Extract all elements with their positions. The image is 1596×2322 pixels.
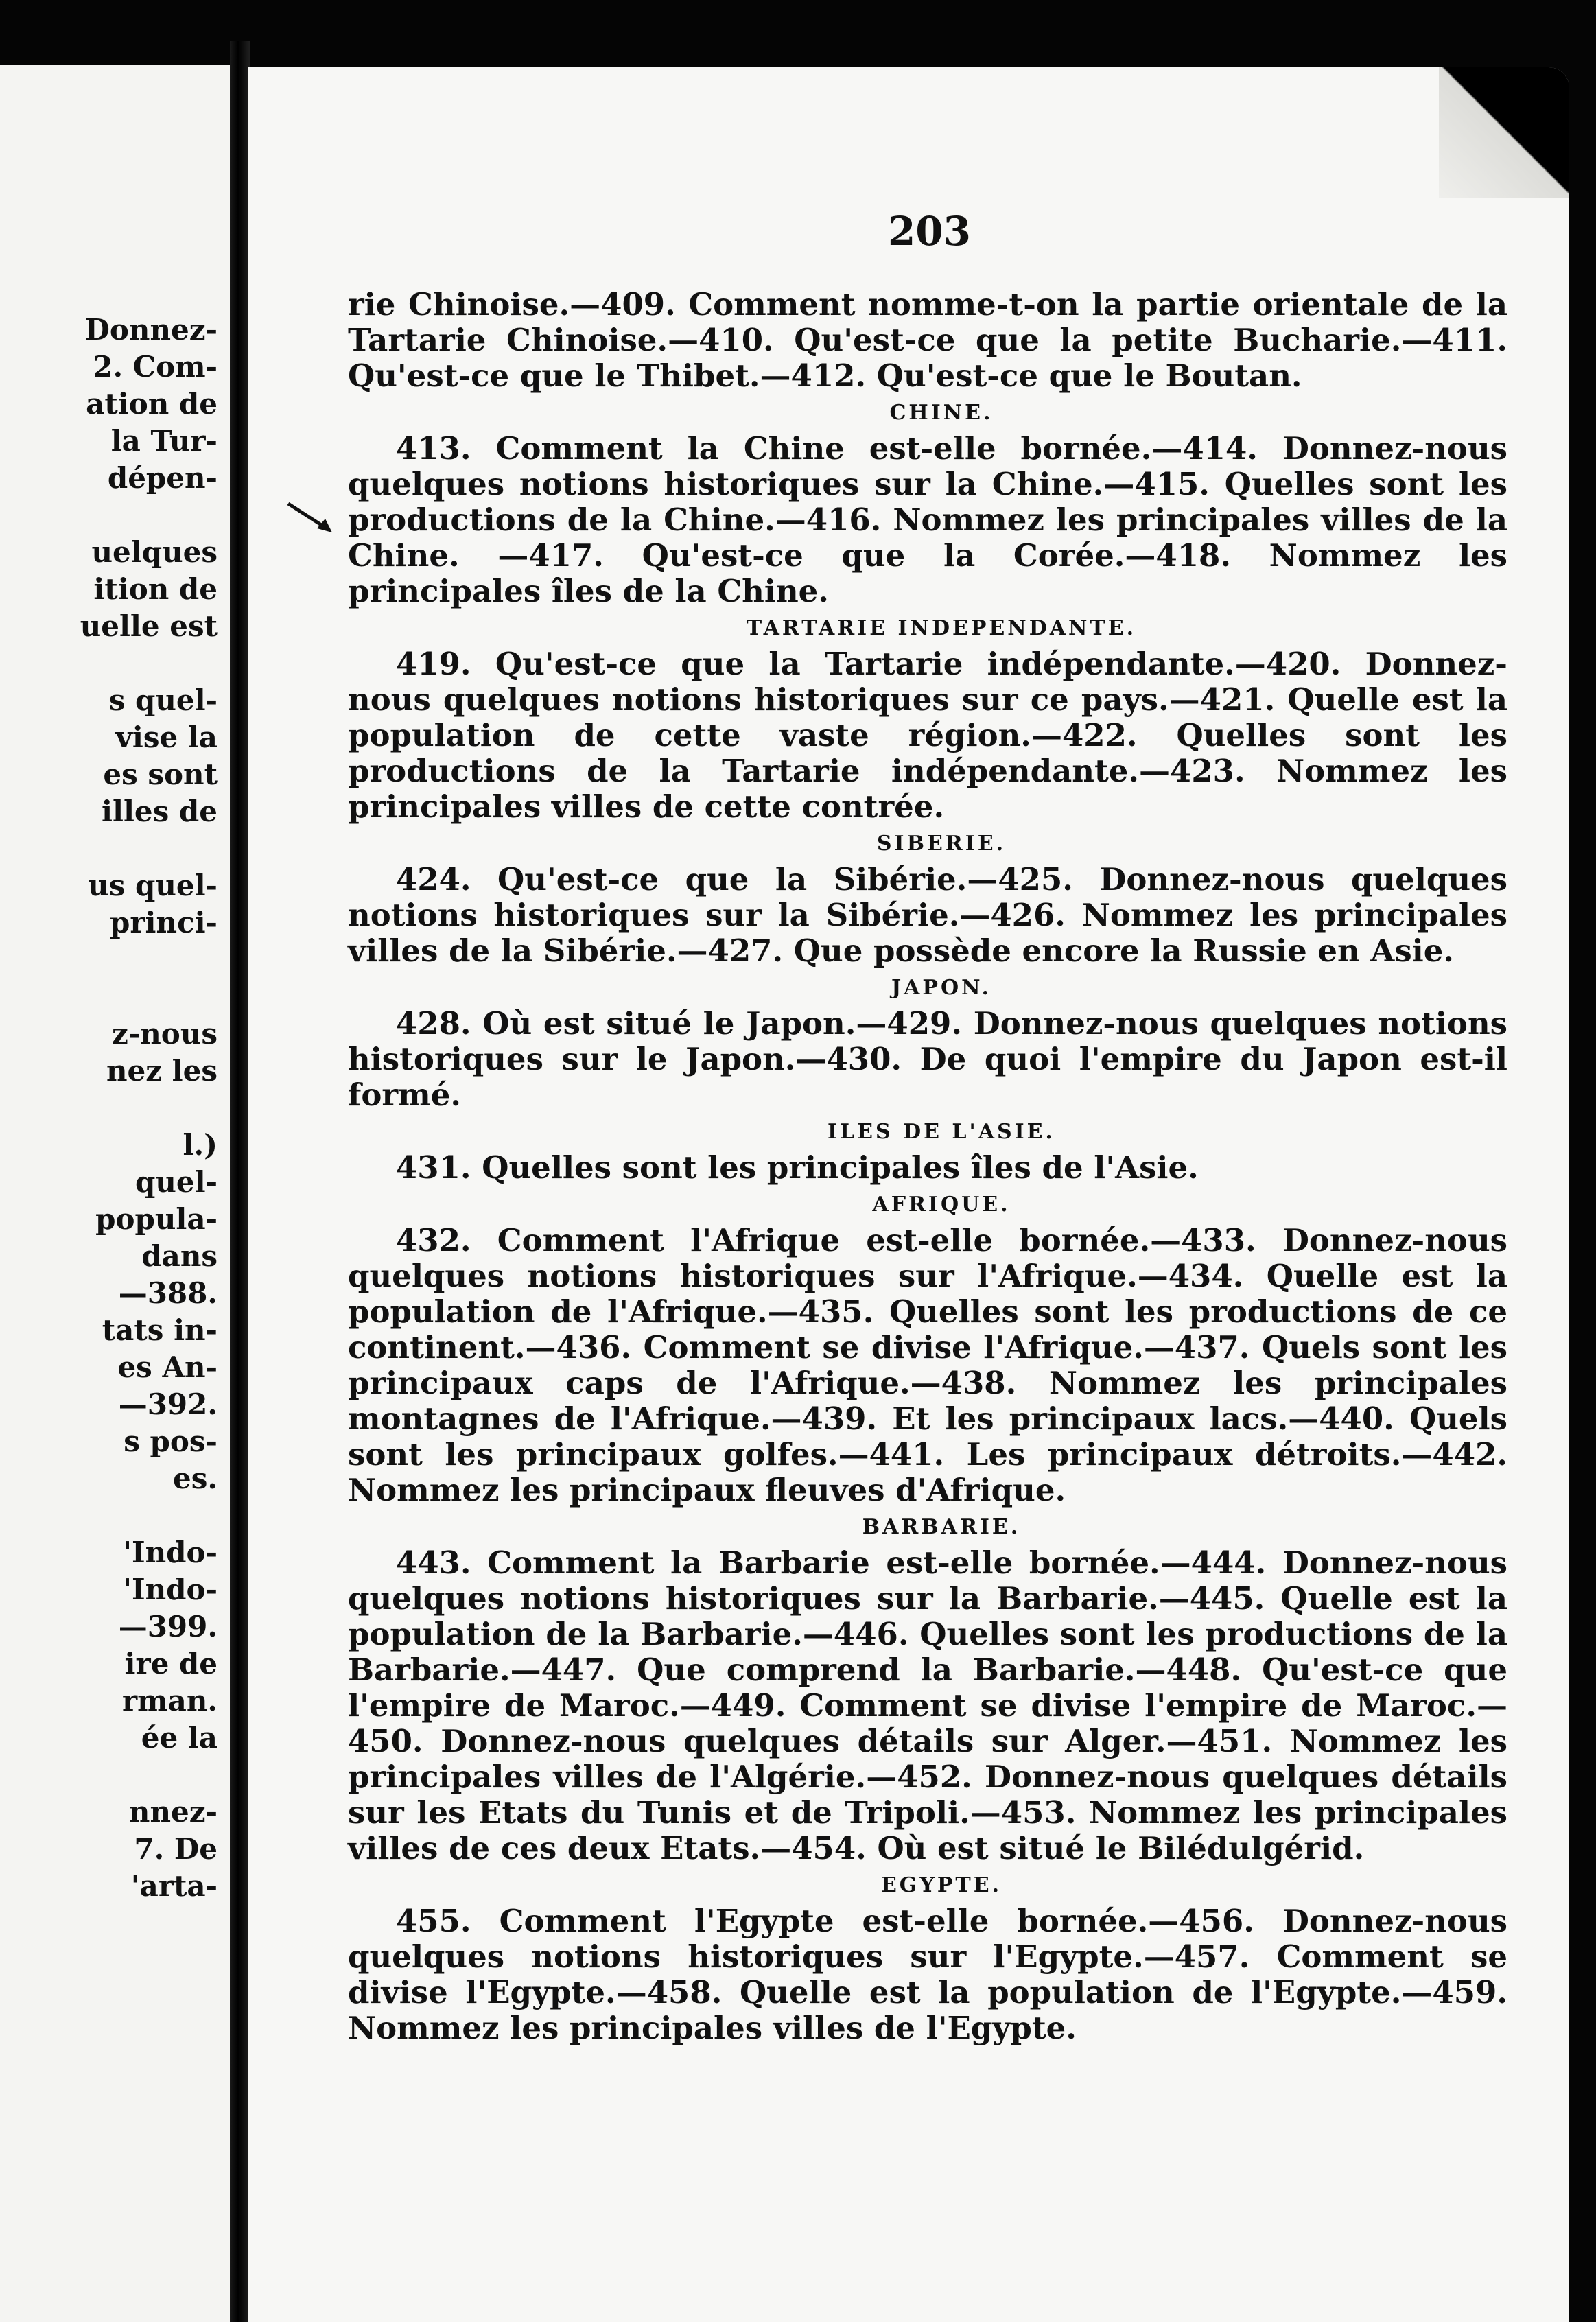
question-paragraph: 432. Comment l'Afrique est-elle bornée.—433. Donnez-nous quelques notions historiques sur l'Afrique.—434. Quelle est la population de l'Afrique.—435. Quelles sont les productions de ce continent.—436. Comment se divise l'Afrique.—437. Quels sont les principaux caps de l'Afrique.—438. Nommez les principales montagnes de l'Afrique.—439. Et les principaux lacs.—440. Quels sont les principaux golfes.—441. Les principaux détroits.—442. Nommez les principaux fleuves d'Afrique.: [348, 1222, 1507, 1508]
question-paragraph: 455. Comment l'Egypte est-elle bornée.—456. Donnez-nous quelques notions historiques sur l'Egypte.—457. Comment se divise l'Egypte.—458. Quelle est la population de l'Egypte.—459. Nommez les principales villes de l'Egypte.: [348, 1903, 1507, 2046]
section-heading: EGYPTE.: [880, 1873, 1002, 1897]
previous-page-line: s pos-: [124, 1424, 218, 1458]
section-heading: ILES DE L'ASIE.: [828, 1120, 1055, 1144]
book-page: [248, 67, 1569, 2322]
previous-page-line: ition de: [93, 572, 218, 606]
previous-page-line: Donnez-: [84, 313, 218, 347]
question-paragraph: 413. Comment la Chine est-elle bornée.—414. Donnez-nous quelques notions historiques sur la Chine.—415. Quelles sont les productions de la Chine.—416. Nommez les principales villes de la Chine. —417. Qu'est-ce que la Corée.—418. Nommez les principales îles de la Chine.: [348, 430, 1507, 609]
previous-page-line: z-nous: [111, 1017, 218, 1051]
previous-page-line: es sont: [103, 758, 218, 791]
section-heading: BARBARIE.: [862, 1515, 1021, 1539]
previous-page-line: ation de: [86, 387, 218, 421]
section-heading: TARTARIE INDEPENDANTE.: [746, 616, 1137, 640]
section-heading: CHINE.: [889, 401, 994, 425]
page-corner-fold: [1439, 67, 1569, 198]
previous-page-line: la Tur-: [110, 424, 218, 458]
previous-page-line: —392.: [118, 1387, 218, 1421]
book-gutter: [230, 41, 250, 2322]
previous-page-line: 'Indo-: [123, 1573, 218, 1606]
previous-page-line: vise la: [115, 720, 218, 754]
previous-page-line: ée la: [141, 1721, 218, 1755]
previous-page-line: popula-: [95, 1202, 218, 1236]
section-heading: SIBERIE.: [876, 832, 1007, 856]
previous-page-line: quel-: [134, 1165, 218, 1199]
pencil-mark-arrow-icon: [287, 501, 335, 535]
previous-page-line: uelques: [91, 535, 218, 569]
previous-page-line: —388.: [118, 1276, 218, 1310]
question-paragraph: rie Chinoise.—409. Comment nomme-t-on la partie orientale de la Tartarie Chinoise.—410. Qu'est-ce que la petite Bucharie.—411. Qu'est-ce que le Thibet.—412. Qu'est-ce que le Boutan.: [348, 286, 1507, 394]
previous-page-line: l.): [183, 1128, 218, 1162]
previous-page-line: es.: [173, 1462, 218, 1495]
previous-page-line: us quel-: [88, 869, 218, 902]
previous-page-line: 2. Com-: [93, 350, 218, 384]
question-paragraph: 428. Où est situé le Japon.—429. Donnez-nous quelques notions historiques sur le Japon.—430. De quoi l'empire du Japon est-il formé.: [348, 1005, 1507, 1113]
previous-page-line: 7. De: [134, 1832, 218, 1866]
question-paragraph: 443. Comment la Barbarie est-elle bornée.—444. Donnez-nous quelques notions historiques sur la Barbarie.—445. Quelle est la population de la Barbarie.—446. Quelles sont les productions de la Barbarie.—447. Que comprend la Barbarie.—448. Qu'est-ce que l'empire de Maroc.—449. Comment se divise l'empire de Maroc.—450. Donnez-nous quelques détails sur Alger.—451. Nommez les principales villes de l'Algérie.—452. Donnez-nous quelques détails sur les Etats du Tunis et de Tripoli.—453. Nommez les principales villes de ces deux Etats.—454. Où est situé le Bilédulgérid.: [348, 1545, 1507, 1866]
section-heading: JAPON.: [891, 976, 992, 1000]
previous-page-line: es An-: [117, 1350, 218, 1384]
section-heading: AFRIQUE.: [872, 1193, 1011, 1217]
question-paragraph: 424. Qu'est-ce que la Sibérie.—425. Donnez-nous quelques notions historiques sur la Sibérie.—426. Nommez les principales villes de la Sibérie.—427. Que possède encore la Russie en Asie.: [348, 861, 1507, 969]
previous-page-line: dans: [141, 1239, 218, 1273]
previous-page-line: —399.: [118, 1610, 218, 1643]
previous-page-line: tats in-: [102, 1313, 218, 1347]
page-number: 203: [887, 208, 972, 255]
previous-page-line: nez les: [106, 1054, 218, 1088]
previous-page-line: 'Indo-: [123, 1536, 218, 1569]
previous-page-line: rman.: [122, 1684, 218, 1717]
question-paragraph: 431. Quelles sont les principales îles de l'Asie.: [396, 1149, 1199, 1186]
previous-page-line: 'arta-: [130, 1869, 218, 1903]
previous-page-line: illes de: [102, 795, 218, 828]
previous-page-line: princi-: [110, 906, 218, 939]
previous-page-line: uelle est: [80, 609, 218, 643]
previous-page-edge: [0, 65, 230, 2322]
page-content: [348, 287, 1507, 2046]
previous-page-line: nnez-: [128, 1795, 218, 1829]
question-paragraph: 419. Qu'est-ce que la Tartarie indépendante.—420. Donnez-nous quelques notions historiques sur ce pays.—421. Quelle est la population de cette vaste région.—422. Quelles sont les productions de la Tartarie indépendante.—423. Nommez les principales villes de cette contrée.: [348, 646, 1507, 825]
previous-page-line: ire de: [124, 1647, 218, 1680]
previous-page-line: dépen-: [107, 461, 218, 495]
previous-page-line: s quel-: [108, 683, 218, 717]
